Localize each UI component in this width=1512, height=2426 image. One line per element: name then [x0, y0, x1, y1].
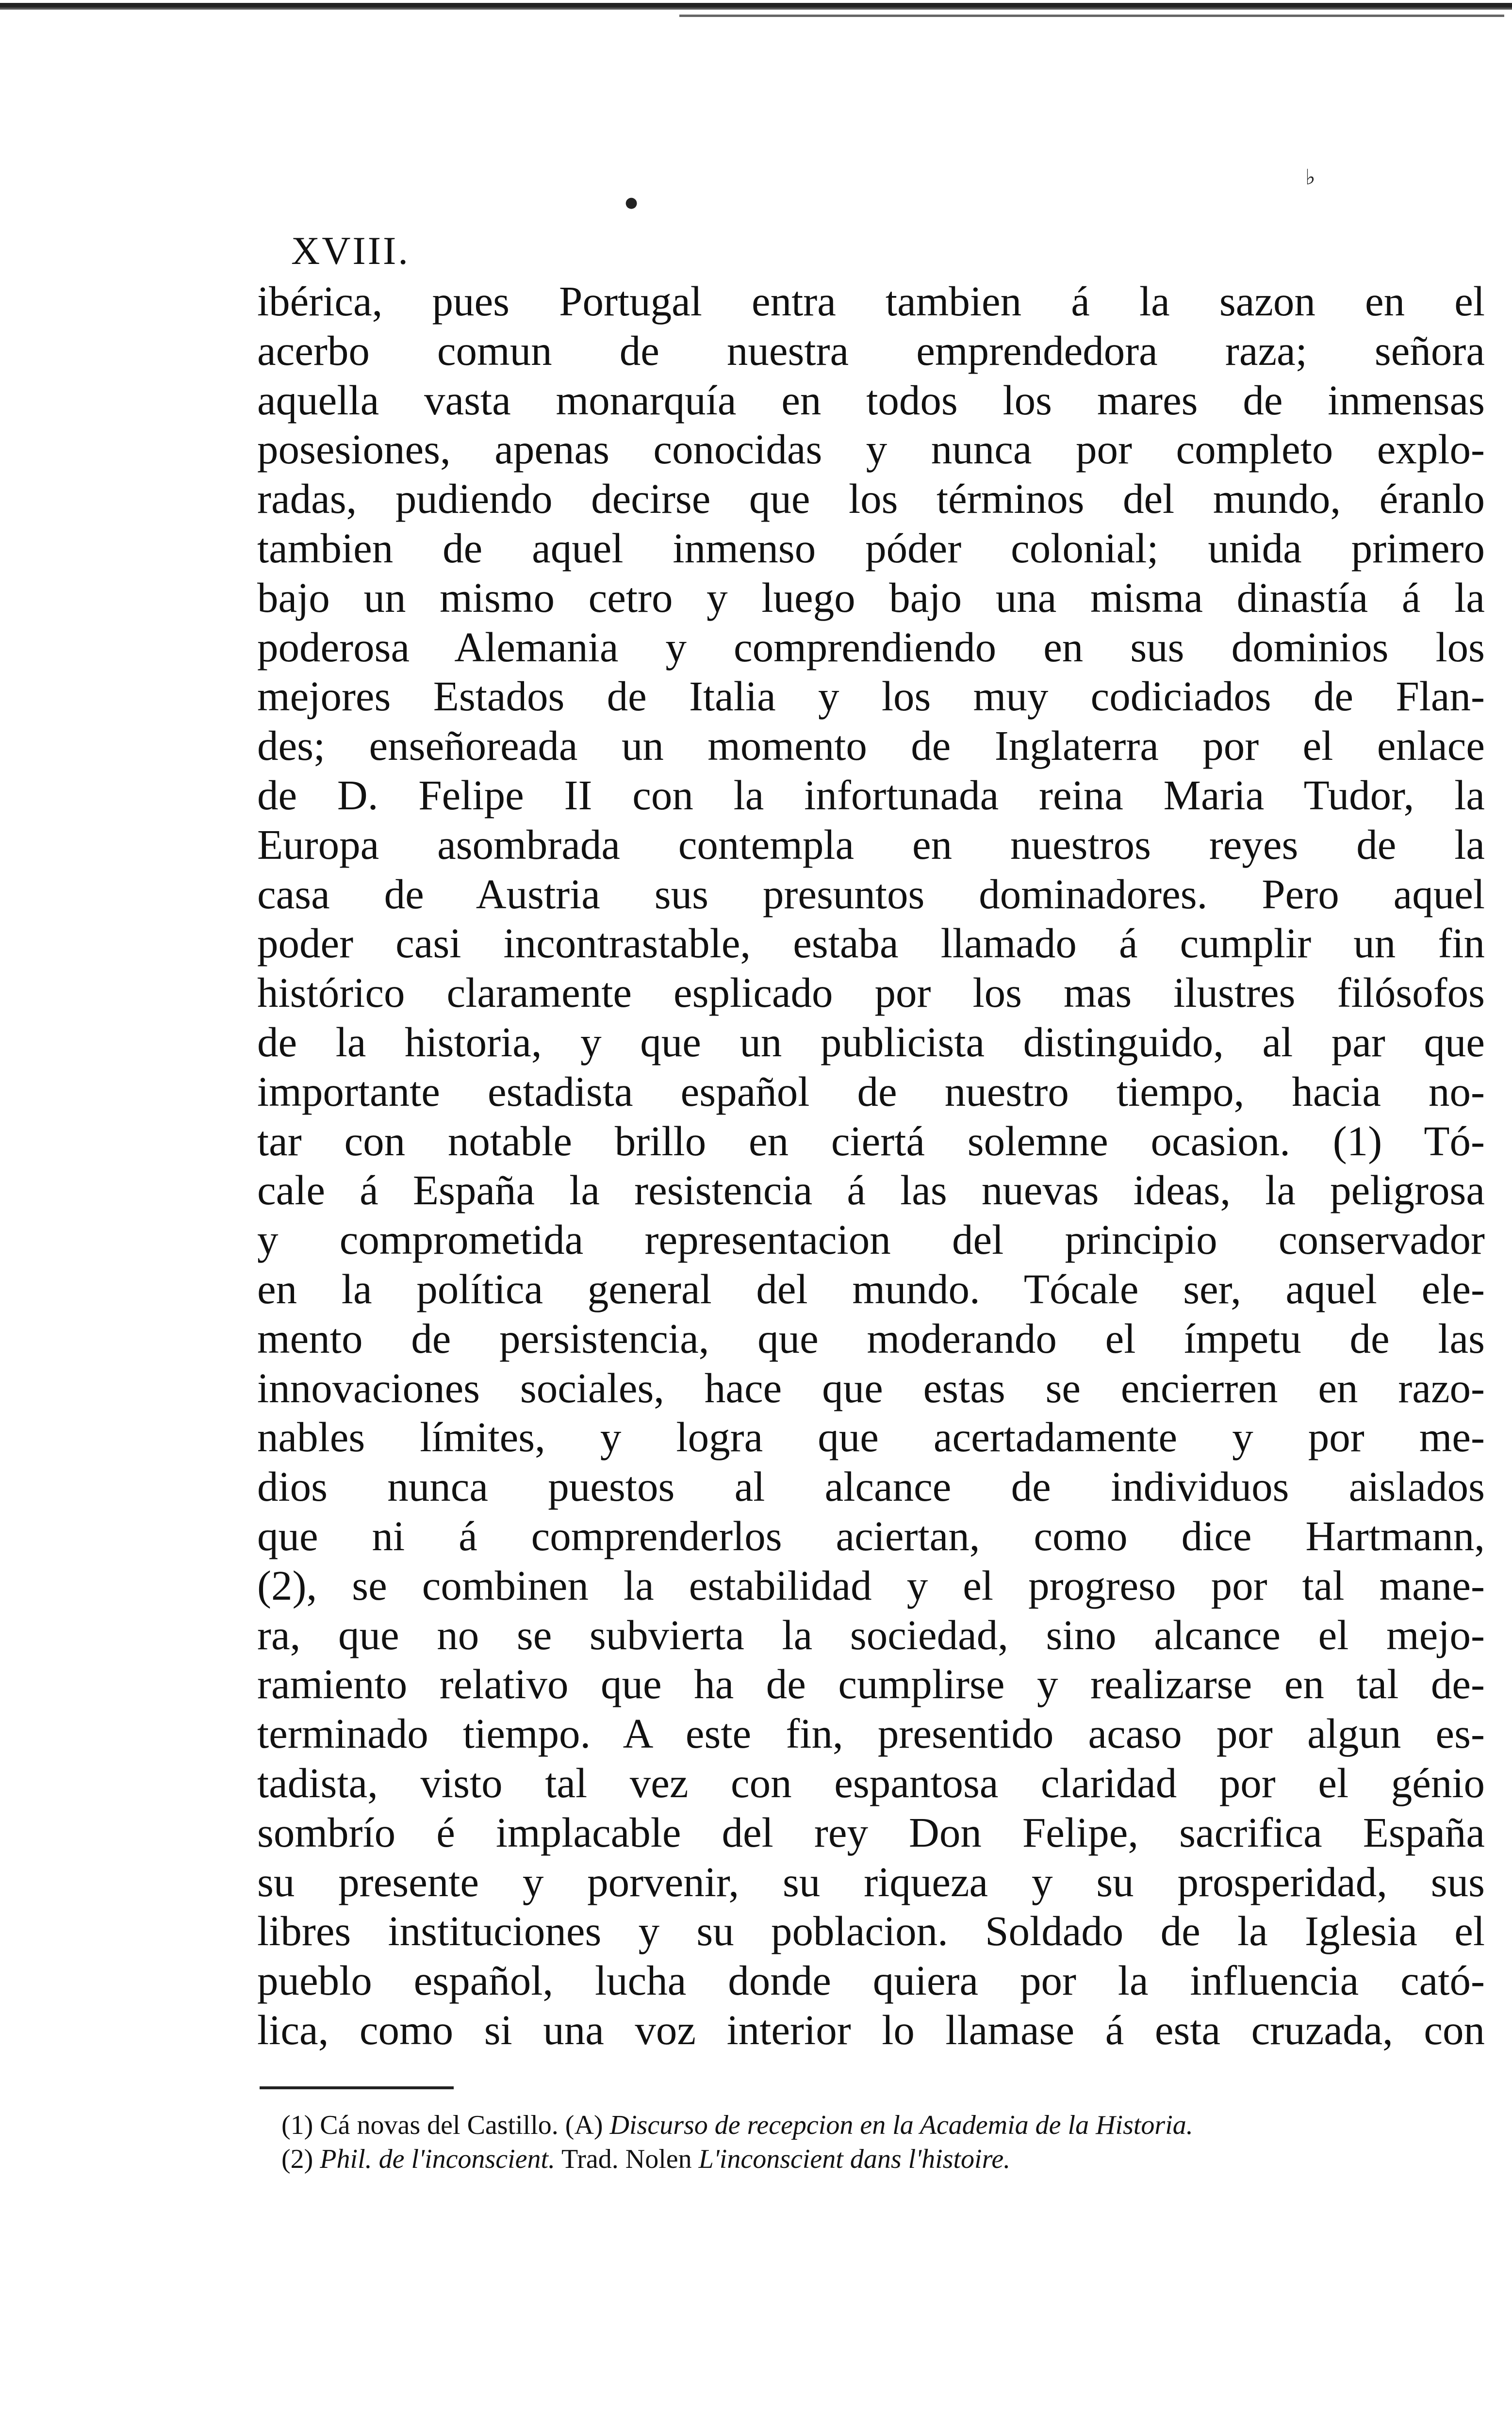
text-line: importante estadista español de nuestro tiempo, hacia no- — [257, 1067, 1485, 1115]
body-paragraph — [257, 277, 1485, 2055]
text-line: casa de Austria sus presuntos dominadores. Pero aquel — [257, 870, 1485, 918]
text-line: de la historia, y que un publicista distinguido, al par que — [257, 1018, 1485, 1065]
text-line: lica, como si una voz interior lo llamase á esta cruzada, con — [257, 2006, 1485, 2053]
top-edge-rule-secondary — [679, 15, 1504, 17]
text-line: terminado tiempo. A este fin, presentido acaso por algun es- — [257, 1710, 1485, 1757]
text-line: tambien de aquel inmenso póder colonial; unida primero — [257, 524, 1485, 572]
text-line: nables límites, y logra que acertadamente y por me- — [257, 1413, 1485, 1461]
text-line: libres instituciones y su poblacion. Soldado de la Iglesia el — [257, 1907, 1485, 1955]
footnote-marker: (2) — [281, 2144, 313, 2174]
text-line: en la política general del mundo. Tócale ser, aquel ele- — [257, 1265, 1485, 1312]
footnote-1 — [281, 2108, 1475, 2142]
text-line: que ni á comprenderlos aciertan, como dice Hartmann, — [257, 1512, 1485, 1559]
footnote-2 — [281, 2142, 1475, 2176]
text-line: mento de persistencia, que moderando el ímpetu de las — [257, 1314, 1485, 1362]
text-line: Europa asombrada contempla en nuestros reyes de la — [257, 820, 1485, 868]
text-line: des; enseñoreada un momento de Inglaterra por el enlace — [257, 722, 1485, 770]
text-line: y comprometida representacion del principio conservador — [257, 1216, 1485, 1263]
text-line: aquella vasta monarquía en todos los mares de inmensas — [257, 376, 1485, 424]
text-line: acerbo comun de nuestra emprendedora raza; señora — [257, 327, 1485, 374]
text-line: pueblo español, lucha donde quiera por la influencia cató- — [257, 1957, 1485, 2004]
text-line: de D. Felipe II con la infortunada reina Maria Tudor, la — [257, 771, 1485, 819]
footnote-title: Discurso de recepcion en la Academia de la Historia. — [609, 2110, 1193, 2140]
footnote-text: Cá novas del Castillo. (A) — [320, 2110, 603, 2140]
text-line: ibérica, pues Portugal entra tambien á la sazon en el — [257, 278, 1485, 325]
text-line: tar con notable brillo en ciertá solemne ocasion. (1) Tó- — [257, 1117, 1485, 1164]
footnote-divider — [260, 2086, 454, 2089]
text-line: bajo un mismo cetro y luego bajo una misma dinastía á la — [257, 574, 1485, 621]
text-line: innovaciones sociales, hace que estas se encierren en razo- — [257, 1364, 1485, 1411]
text-line: (2), se combinen la estabilidad y el progreso por tal mane- — [257, 1561, 1485, 1609]
page-number: XVIII. — [291, 229, 410, 273]
footnote-text: Trad. Nolen — [561, 2144, 692, 2174]
footnote-title: Phil. de l'inconscient. — [320, 2144, 556, 2174]
text-line: poderosa Alemania y comprendiendo en sus dominios los — [257, 623, 1485, 671]
footnote-title: L'inconscient dans l'histoire. — [698, 2144, 1011, 2174]
text-line: histórico claramente esplicado por los mas ilustres filósofos — [257, 969, 1485, 1016]
text-line: su presente y porvenir, su riqueza y su prosperidad, sus — [257, 1858, 1485, 1905]
text-line: cale á España la resistencia á las nuevas ideas, la peligrosa — [257, 1166, 1485, 1214]
text-line: posesiones, apenas conocidas y nunca por completo explo- — [257, 426, 1485, 473]
footnote-marker: (1) — [281, 2110, 313, 2140]
text-line: ramiento relativo que ha de cumplirse y realizarse en tal de- — [257, 1660, 1485, 1708]
footnotes — [281, 2108, 1475, 2176]
text-line: sombrío é implacable del rey Don Felipe, sacrifica España — [257, 1808, 1485, 1856]
text-line: mejores Estados de Italia y los muy codiciados de Flan- — [257, 672, 1485, 720]
text-line: radas, pudiendo decirse que los términos del mundo, éranlo — [257, 475, 1485, 523]
text-line: tadista, visto tal vez con espantosa claridad por el génio — [257, 1759, 1485, 1806]
top-edge-rule — [0, 3, 1512, 10]
print-speck: ● — [625, 194, 638, 211]
text-line: ra, que no se subvierta la sociedad, sino alcance el mejo- — [257, 1611, 1485, 1658]
text-line: poder casi incontrastable, estaba llamado á cumplir un fin — [257, 919, 1485, 967]
print-mark: ♭ — [1305, 165, 1315, 190]
text-line: dios nunca puestos al alcance de individuos aislados — [257, 1463, 1485, 1510]
